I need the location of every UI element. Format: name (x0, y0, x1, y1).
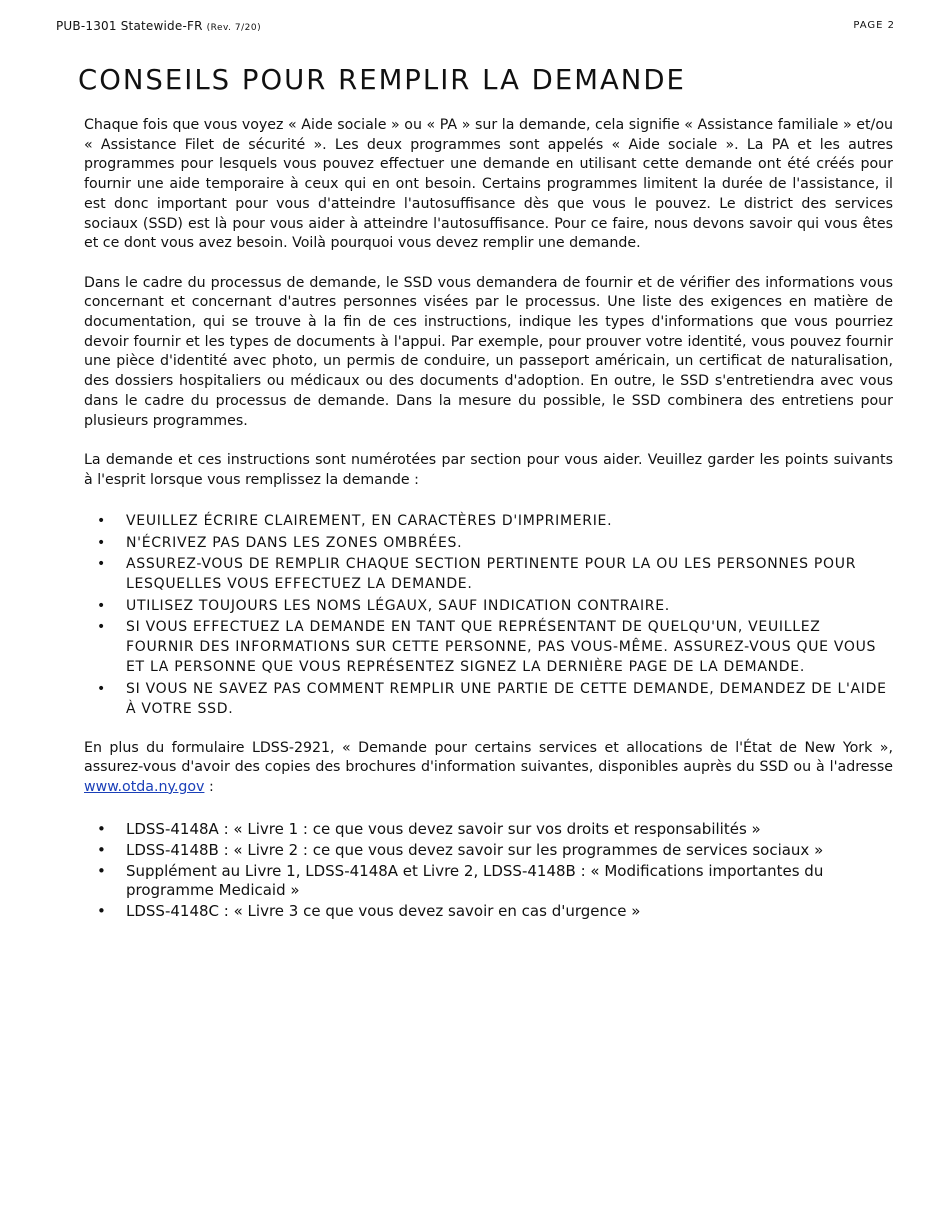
list-item (84, 596, 893, 616)
bullet-icon: • (97, 534, 106, 551)
bullet-icon: • (97, 619, 106, 636)
otda-website-link[interactable]: www.otda.ny.gov (84, 778, 205, 795)
page-number: PAGE 2 (853, 20, 895, 31)
list-item-text: N'ÉCRIVEZ PAS DANS LES ZONES OMBRÉES. (126, 534, 463, 551)
brochures-list (84, 820, 893, 922)
list-item-text: ASSUREZ-VOUS DE REMPLIR CHAQUE SECTION PERTINENTE POUR LA OU LES PERSONNES POUR LESQUELLES VOUS EFFECTUEZ LA DEMANDE. (126, 556, 857, 593)
list-item (84, 679, 893, 719)
brochures-intro-text: En plus du formulaire LDSS-2921, « Demande pour certains services et allocations de l'État de New York », assurez-vous d'avoir des copies des brochures d'information suivantes, disponibles auprès du SSD ou à l'adresse (84, 739, 893, 776)
bullet-icon: • (97, 556, 106, 573)
bullet-icon: • (97, 597, 106, 614)
page-title: CONSEILS POUR REMPLIR LA DEMANDE (78, 64, 686, 96)
bullet-icon: • (97, 819, 106, 838)
list-item-text: VEUILLEZ ÉCRIRE CLAIREMENT, EN CARACTÈRES D'IMPRIMERIE. (126, 513, 613, 530)
list-item-text: SI VOUS NE SAVEZ PAS COMMENT REMPLIR UNE PARTIE DE CETTE DEMANDE, DEMANDEZ DE L'AIDE À VOTRE SSD. (126, 680, 887, 717)
numbering-paragraph: La demande et ces instructions sont numérotées par section pour vous aider. Veuillez garder les points suivants à l'esprit lorsque vous remplissez la demande : (84, 451, 893, 488)
list-item-text: SI VOUS EFFECTUEZ LA DEMANDE EN TANT QUE REPRÉSENTANT DE QUELQU'UN, VEUILLEZ FOURNIR DES INFORMATIONS SUR CETTE PERSONNE, PAS VOUS-MÊME. ASSUREZ-VOUS QUE VOUS ET LA PERSONNE QUE VOUS REPRÉSENTEZ SIGNEZ LA DERNIÈRE PAGE DE LA DEMANDE. (126, 619, 877, 676)
brochures-intro-suffix: : (204, 778, 214, 795)
list-item (84, 902, 893, 922)
instructions-list (84, 511, 893, 719)
bullet-icon: • (97, 902, 106, 921)
list-item (84, 862, 893, 901)
brochures-intro (84, 739, 893, 798)
process-paragraph: Dans le cadre du processus de demande, le SSD vous demandera de fournir et de vérifier des informations vous concernant et concernant d'autres personnes visées par le processus. Une liste des exigences en matière de documentation, qui se trouve à la fin de ces instructions, indique les types d'informations que vous pourriez devoir fournir et les types de documents à l'appui. Par exemple, pour prouver votre identité, vous pouvez fournir une pièce d'identité avec photo, un permis de conduire, un passeport américain, un certificat de naturalisation, des dossiers hospitaliers ou médicaux ou des documents d'adoption. En outre, le SSD s'entretiendra avec vous dans le cadre du processus de demande. Dans la mesure du possible, le SSD combinera des entretiens pour plusieurs programmes. (84, 274, 893, 429)
list-item (84, 820, 893, 840)
form-id-header (56, 19, 261, 33)
bullet-icon: • (97, 680, 106, 697)
form-id: PUB-1301 Statewide-FR (56, 19, 203, 33)
list-item (84, 841, 893, 861)
main-content (84, 116, 893, 941)
list-item-text: LDSS-4148A : « Livre 1 : ce que vous devez savoir sur vos droits et responsabilités » (126, 819, 761, 838)
list-item-text: UTILISEZ TOUJOURS LES NOMS LÉGAUX, SAUF INDICATION CONTRAIRE. (126, 597, 670, 614)
list-item-text: Supplément au Livre 1, LDSS-4148A et Livre 2, LDSS-4148B : « Modifications importantes du programme Medicaid » (126, 861, 824, 900)
bullet-icon: • (97, 513, 106, 530)
list-item (84, 533, 893, 553)
bullet-icon: • (97, 840, 106, 859)
list-item (84, 511, 893, 531)
revision-date: (Rev. 7/20) (206, 23, 262, 33)
list-item (84, 554, 893, 594)
list-item-text: LDSS-4148B : « Livre 2 : ce que vous devez savoir sur les programmes de services sociaux » (126, 840, 824, 859)
intro-paragraph: Chaque fois que vous voyez « Aide sociale » ou « PA » sur la demande, cela signifie « Assistance familiale » et/ou « Assistance Filet de sécurité ». Les deux programmes sont appelés « Aide sociale ». La PA et les autres programmes pour lesquels vous pouvez effectuer une demande en utilisant cette demande ont été créés pour fournir une aide temporaire à ceux qui en ont besoin. Certains programmes limitent la durée de l'assistance, il est donc important pour vous d'atteindre l'autosuffisance dès que vous le pouvez. Le district des services sociaux (SSD) est là pour vous aider à atteindre l'autosuffisance. Pour ce faire, nous devons savoir qui vous êtes et ce dont vous avez besoin. Voilà pourquoi vous devez remplir une demande. (84, 117, 893, 252)
list-item-text: LDSS-4148C : « Livre 3 ce que vous devez savoir en cas d'urgence » (126, 902, 641, 921)
list-item (84, 617, 893, 677)
bullet-icon: • (97, 861, 106, 880)
